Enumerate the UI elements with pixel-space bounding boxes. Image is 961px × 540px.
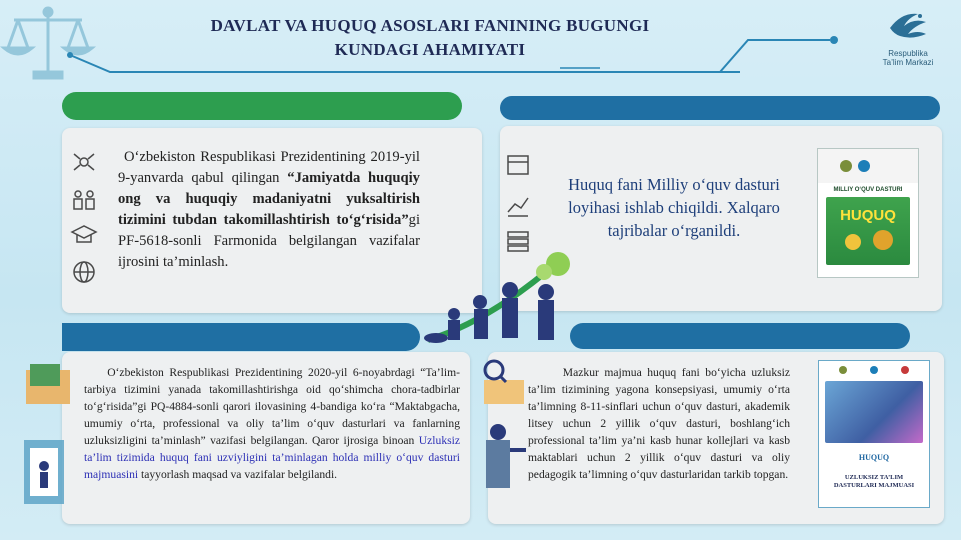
blue-band-1: [500, 96, 940, 120]
book2-title: HUQUQ: [858, 453, 890, 462]
people-icon: [74, 191, 94, 209]
children-steps-illustration: [418, 252, 578, 348]
card1-text: O‘zbekiston Respublikasi Prezidentining 2019-yil 9-yanvarda qabul qilingan “Jamiyatda huquqiy ong va huquqiy madaniyatni yuksaltirish tizimini tubdan takomillashtirish to‘g‘risida”gi PF-5618-sonli Farmonida belgilangan vazifalar ijrosini ta’minlash.: [118, 149, 420, 270]
card2-icons: [505, 152, 531, 257]
chart-icon: [508, 198, 528, 216]
title-line-2: KUNDAGI AHAMIYATI: [334, 40, 526, 59]
bird-logo-icon: [884, 8, 930, 48]
title-line-1: DAVLAT VA HUQUQ ASOSLARI FANINING BUGUNGI: [210, 16, 650, 35]
book-title: HUQUQ: [840, 207, 896, 224]
logo-text: Respublika Ta’lim Markazi: [882, 49, 934, 67]
book-cover-image: [825, 381, 923, 443]
card2-text: Huquq fani Milliy o‘quv dasturi loyihasi ishlab chiqildi. Xalqaro tajribalar o‘rganildi.: [568, 175, 780, 240]
card1-icons: [70, 150, 100, 295]
books-icon: [508, 232, 528, 251]
card3-illustration: [20, 364, 80, 514]
graduation-cap-icon: [72, 226, 96, 242]
building-icon: [508, 156, 528, 174]
teacher-icon: [490, 424, 506, 440]
scales-icon: [4, 8, 92, 78]
curriculum-link-text: Uzluksiz ta’lim tizimida huquq fani uzviyligini ta’minlagan holda milliy o‘quv dasturi majmuasini: [84, 434, 460, 481]
huquq-book-cover[interactable]: MILLIY O‘QUV DASTURI HUQUQ: [817, 148, 919, 278]
page-title: [150, 14, 710, 62]
complex-book-cover[interactable]: [818, 360, 930, 508]
globe-icon: [74, 262, 94, 282]
folder-icon-2: [484, 380, 524, 404]
book2-subtitle: UZLUKSIZ TA’LIM DASTURLARI MAJMUASI: [833, 474, 915, 489]
decree-title: “Jamiyatda huquqiy ong va huquqiy madaniyatni yuksaltirish tizimini tubdan takomillashtirish to‘g‘risida”: [118, 170, 420, 228]
network-icon: [74, 154, 94, 170]
card4-illustration: [472, 356, 530, 506]
card3-text: O‘zbekiston Respublikasi Prezidentining 2020-yil 6-noyabrdagi “Ta’lim-tarbiya tizimini yanada takomillashtirishga oid qo‘shimcha chora-tadbirlar to‘g‘risida”gi PQ-4884-sonli qarori ilovasining 4-bandiga ko‘ra “Maktabgacha, umumiy o‘rta, professional va oliy ta’lim o‘quv dasturlari va fanlarning uzluksizligini ta’minlash” vazifasi belgilangan. Qaror ijrosiga binoan Uzluksiz ta’lim tizimida huquq fani uzviyligini ta’minlagan holda milliy o‘quv dasturi majmuasini tayyorlash maqsad va vazifalar belgilandi.: [84, 366, 460, 481]
blue-band-2: [62, 323, 420, 351]
emblem-icon-2: [858, 160, 870, 172]
emblem-icon-5: [901, 366, 909, 374]
emblem-icon-4: [870, 366, 878, 374]
book-illustration: [833, 224, 903, 254]
blue-band-3: [570, 323, 910, 349]
card4-text: Mazkur majmua huquq fani bo‘yicha uzluksiz ta’lim tizimining yagona konsepsiyasi, umumiy o‘rta ta’limning 8-11-sinflari uchun o‘quv dasturi, akademik litsey uchun 2 yillik o‘quv dasturi, boshlang‘ich professional ta’lim ya’ni kasb hunar kollejlari va kasb maktablari uchun 2 yillik o‘quv dasturi va oliy pedagogik ta’limning o‘quv dasturlaridan tarkib topgan.: [528, 366, 790, 481]
emblem-icon-3: [839, 366, 847, 374]
emblem-icon: [840, 160, 852, 172]
green-band-1: [62, 92, 462, 120]
